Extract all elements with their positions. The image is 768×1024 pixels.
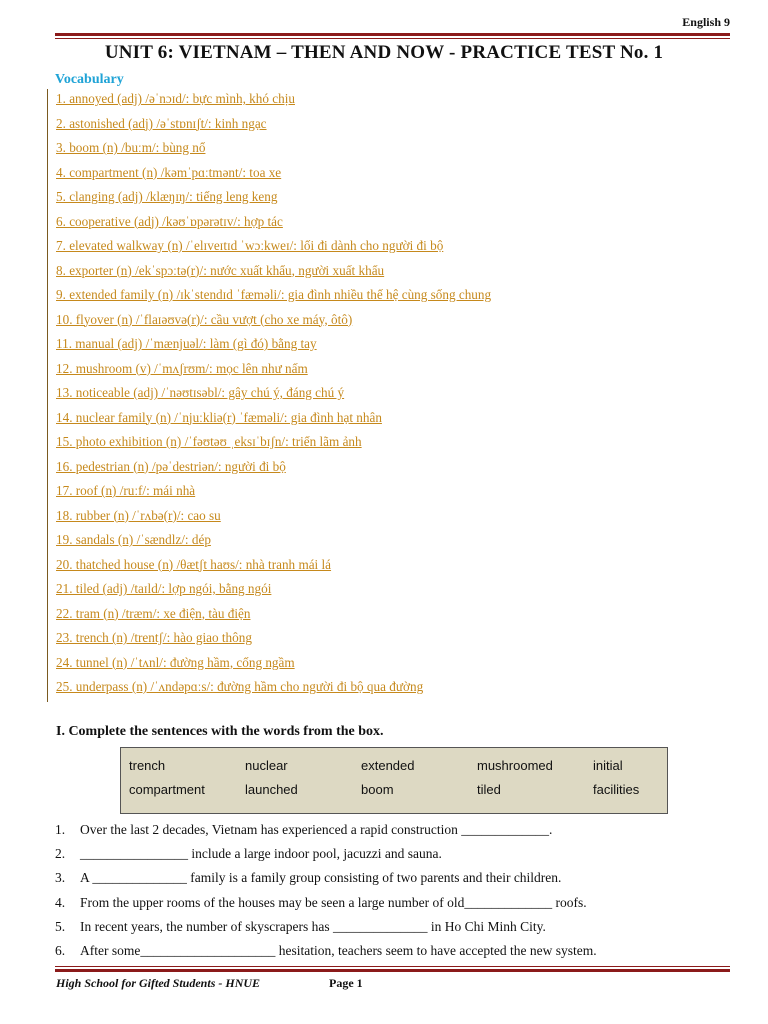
- vocabulary-item[interactable]: 25. underpass (n) /ˈʌndəpɑːs/: đường hầm cho người đi bộ qua đường: [47, 677, 737, 702]
- vocabulary-item[interactable]: 14. nuclear family (n) /ˈnjuːkliə(r) ˈfæməli/: gia đình hạt nhân: [47, 408, 737, 433]
- sentence-text: In recent years, the number of skyscrapers has ______________ in Ho Chi Minh City.: [80, 918, 546, 934]
- word-box-word: mushroomed: [477, 758, 553, 773]
- vocabulary-item[interactable]: 13. noticeable (adj) /ˈnəʊtɪsəbl/: gây chú ý, đáng chú ý: [47, 383, 737, 408]
- word-box-word: initial: [593, 758, 623, 773]
- sentence-item: [55, 868, 745, 892]
- vocabulary-item[interactable]: 5. clanging (adj) /klæŋɪŋ/: tiếng leng keng: [47, 187, 737, 212]
- word-box-word: boom: [361, 782, 394, 797]
- vocabulary-item[interactable]: 21. tiled (adj) /taɪld/: lợp ngói, bằng ngói: [47, 579, 737, 604]
- vocabulary-heading: Vocabulary: [55, 72, 124, 87]
- exercise-title: I. Complete the sentences with the words from the box.: [56, 724, 384, 739]
- sentence-item: [55, 820, 745, 844]
- vocabulary-item[interactable]: 18. rubber (n) /ˈrʌbə(r)/: cao su: [47, 506, 737, 531]
- sentence-item: [55, 941, 745, 965]
- vocabulary-item[interactable]: 20. thatched house (n) /θætʃt haʊs/: nhà tranh mái lá: [47, 555, 737, 580]
- page-title: UNIT 6: VIETNAM – THEN AND NOW - PRACTICE TEST No. 1: [104, 42, 664, 63]
- sentence-number: 3.: [55, 870, 66, 886]
- word-box-word: trench: [129, 758, 166, 773]
- word-box-word: compartment: [129, 782, 205, 797]
- vocabulary-item[interactable]: 7. elevated walkway (n) /ˈelɪveɪtɪd ˈwɔːkweɪ/: lối đi dành cho người đi bộ: [47, 236, 737, 261]
- word-box-word: facilities: [593, 782, 640, 797]
- sentence-item: [55, 893, 745, 917]
- sentence-number: 4.: [55, 894, 66, 910]
- vocabulary-item[interactable]: 22. tram (n) /træm/: xe điện, tàu điện: [47, 604, 737, 629]
- vocabulary-item[interactable]: 17. roof (n) /ruːf/: mái nhà: [47, 481, 737, 506]
- sentence-item: [55, 917, 745, 941]
- vocabulary-item[interactable]: 4. compartment (n) /kəmˈpɑːtmənt/: toa xe: [47, 163, 737, 188]
- sentence-text: A ______________ family is a family group consisting of two parents and their children.: [80, 870, 562, 886]
- word-box-word: extended: [361, 758, 415, 773]
- vocabulary-item[interactable]: 19. sandals (n) /ˈsændlz/: dép: [47, 530, 737, 555]
- footer-school-name: High School for Gifted Students - HNUE: [56, 976, 261, 990]
- vocabulary-item[interactable]: 15. photo exhibition (n) /ˈfəʊtəʊ ˌeksɪˈbɪʃn/: triển lãm ảnh: [47, 432, 737, 457]
- vocabulary-item[interactable]: 12. mushroom (v) /ˈmʌʃrʊm/: mọc lên như nấm: [47, 359, 737, 384]
- vocabulary-item[interactable]: 2. astonished (adj) /əˈstɒnɪʃt/: kinh ngạc: [47, 114, 737, 139]
- vocabulary-item[interactable]: 11. manual (adj) /ˈmænjuəl/: làm (gì đó) bằng tay: [47, 334, 737, 359]
- footer-page-number: Page 1: [329, 976, 363, 990]
- vocabulary-list: [47, 89, 737, 702]
- word-box-word: tiled: [477, 782, 501, 797]
- sentence-text: ________________ include a large indoor pool, jacuzzi and sauna.: [80, 846, 442, 862]
- sentence-number: 1.: [55, 822, 66, 837]
- sentence-number: 6.: [55, 942, 66, 958]
- word-box-word: launched: [245, 782, 298, 797]
- vocabulary-item[interactable]: 1. annoyed (adj) /əˈnɔɪd/: bực mình, khó chịu: [47, 89, 737, 114]
- vocabulary-item[interactable]: 10. flyover (n) /ˈflaɪəʊvə(r)/: cầu vượt (cho xe máy, ôtô): [47, 310, 737, 335]
- sentence-number: 2.: [55, 846, 66, 862]
- sentence-text: From the upper rooms of the houses may be seen a large number of old_____________ roofs.: [80, 894, 587, 910]
- vocabulary-item[interactable]: 24. tunnel (n) /ˈtʌnl/: đường hầm, cống ngầm: [47, 653, 737, 678]
- vocabulary-item[interactable]: 23. trench (n) /trentʃ/: hào giao thông: [47, 628, 737, 653]
- vocabulary-item[interactable]: 6. cooperative (adj) /kəʊˈɒpərətɪv/: hợp tác: [47, 212, 737, 237]
- sentence-item: [55, 844, 745, 868]
- header-subject-label: English 9: [682, 15, 730, 29]
- vocabulary-item[interactable]: 8. exporter (n) /ekˈspɔːtə(r)/: nước xuất khẩu, người xuất khẩu: [47, 261, 737, 286]
- sentence-text: Over the last 2 decades, Vietnam has experienced a rapid construction _____________.: [80, 822, 553, 837]
- word-box-word: nuclear: [245, 758, 288, 773]
- sentence-text: After some____________________ hesitation, teachers seem to have accepted the new system.: [80, 942, 597, 958]
- vocabulary-item[interactable]: 9. extended family (n) /ɪkˈstendɪd ˈfæməli/: gia đình nhiều thế hệ cùng sống chung: [47, 285, 737, 310]
- vocabulary-item[interactable]: 3. boom (n) /buːm/: bùng nổ: [47, 138, 737, 163]
- sentence-number: 5.: [55, 918, 66, 934]
- footer-divider: [55, 966, 730, 972]
- word-box: [120, 747, 668, 814]
- vocabulary-item[interactable]: 16. pedestrian (n) /pəˈdestriən/: người đi bộ: [47, 457, 737, 482]
- header-divider: [55, 33, 730, 39]
- sentence-list: [55, 820, 745, 965]
